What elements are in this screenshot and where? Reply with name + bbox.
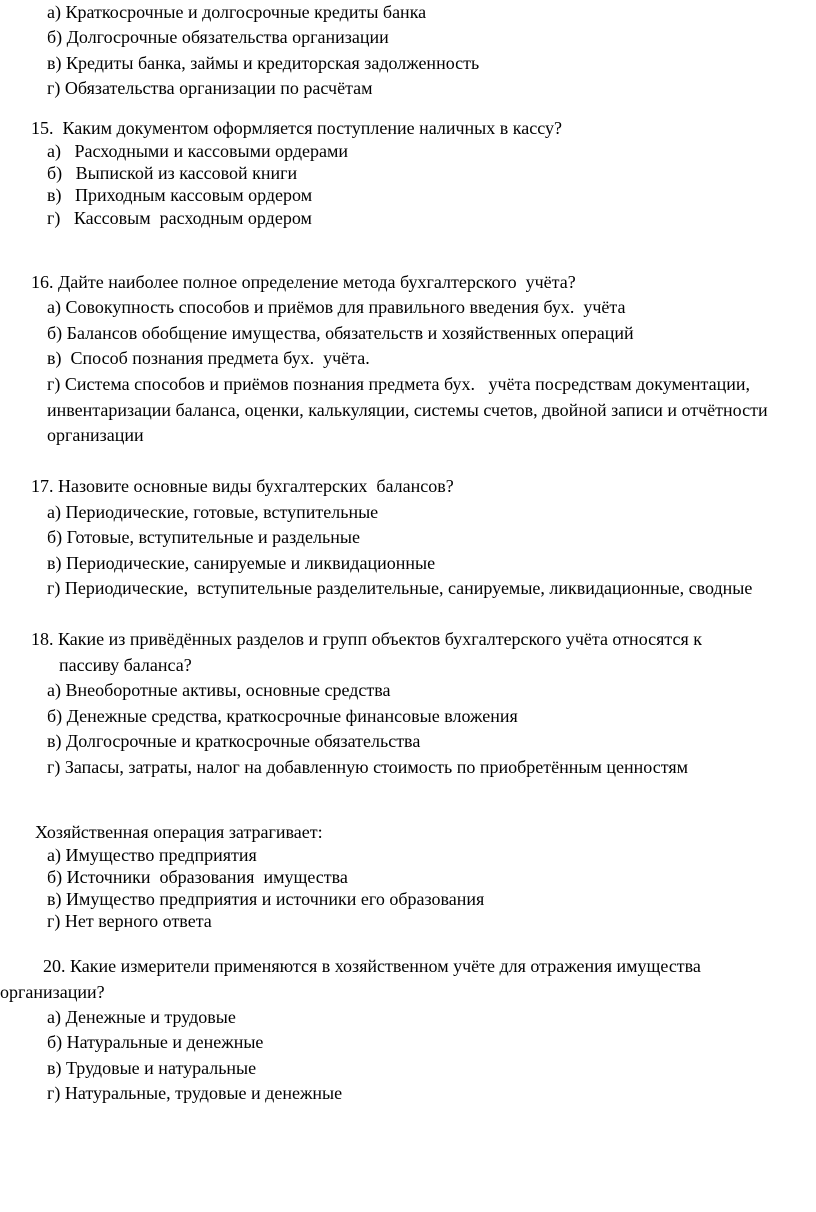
q19-option-b: б) Источники образования имущества xyxy=(47,867,348,887)
q15-question: 15. Каким документом оформляется поступление наличных в кассу? xyxy=(31,118,562,138)
q16-option-v: в) Способ познания предмета бух. учёта. xyxy=(47,348,370,368)
q20-option-b: б) Натуральные и денежные xyxy=(47,1032,264,1052)
q17-option-a: а) Периодические, готовые, вступительные xyxy=(47,502,379,522)
q20-option-g: г) Натуральные, трудовые и денежные xyxy=(47,1083,343,1103)
q19-option-g: г) Нет верного ответа xyxy=(47,911,212,931)
q20-question-line2: организации? xyxy=(0,982,105,1002)
q16-question: 16. Дайте наиболее полное определение метода бухгалтерского учёта? xyxy=(31,272,576,292)
q18-question-line2: пассиву баланса? xyxy=(59,655,192,675)
q18-option-g: г) Запасы, затраты, налог на добавленную стоимость по приобретённым ценностям xyxy=(47,757,689,777)
q16-option-a: а) Совокупность способов и приёмов для правильного введения бух. учёта xyxy=(47,297,626,317)
q15-option-b: б) Выпиской из кассовой книги xyxy=(47,163,298,183)
q19-question: Хозяйственная операция затрагивает: xyxy=(35,822,323,842)
q16-option-g-line1: г) Система способов и приёмов познания предмета бух. учёта посредствам документации, xyxy=(47,374,750,394)
q17-option-g: г) Периодические, вступительные разделительные, санируемые, ликвидационные, сводные xyxy=(47,578,753,598)
q17-option-b: б) Готовые, вступительные и раздельные xyxy=(47,527,360,547)
q18-option-a: а) Внеоборотные активы, основные средства xyxy=(47,680,391,700)
q14-option-b: б) Долгосрочные обязательства организации xyxy=(47,27,389,47)
q20-option-v: в) Трудовые и натуральные xyxy=(47,1058,257,1078)
q15-option-v: в) Приходным кассовым ордером xyxy=(47,185,313,205)
q20-question-line1: 20. Какие измерители применяются в хозяйственном учёте для отражения имущества xyxy=(43,956,701,976)
q16-option-g-line3: организации xyxy=(47,425,144,445)
q19-option-a: а) Имущество предприятия xyxy=(47,845,257,865)
q16-option-g-line2: инвентаризации баланса, оценки, калькуляции, системы счетов, двойной записи и отчётности xyxy=(47,400,768,420)
q14-option-a: а) Краткосрочные и долгосрочные кредиты банка xyxy=(47,2,427,22)
q18-option-b: б) Денежные средства, краткосрочные финансовые вложения xyxy=(47,706,518,726)
q17-question: 17. Назовите основные виды бухгалтерских балансов? xyxy=(31,476,454,496)
q18-option-v: в) Долгосрочные и краткосрочные обязательства xyxy=(47,731,421,751)
q20-option-a: а) Денежные и трудовые xyxy=(47,1007,236,1027)
q16-option-b: б) Балансов обобщение имущества, обязательств и хозяйственных операций xyxy=(47,323,634,343)
q15-option-g: г) Кассовым расходным ордером xyxy=(47,208,312,228)
q19-option-v: в) Имущество предприятия и источники его образования xyxy=(47,889,485,909)
q17-option-v: в) Периодические, санируемые и ликвидационные xyxy=(47,553,436,573)
q15-option-a: а) Расходными и кассовыми ордерами xyxy=(47,141,349,161)
q14-option-v: в) Кредиты банка, займы и кредиторская задолженность xyxy=(47,53,480,73)
q18-question-line1: 18. Какие из привёдённых разделов и групп объектов бухгалтерского учёта относятся к xyxy=(31,629,703,649)
q14-option-g: г) Обязательства организации по расчётам xyxy=(47,78,373,98)
